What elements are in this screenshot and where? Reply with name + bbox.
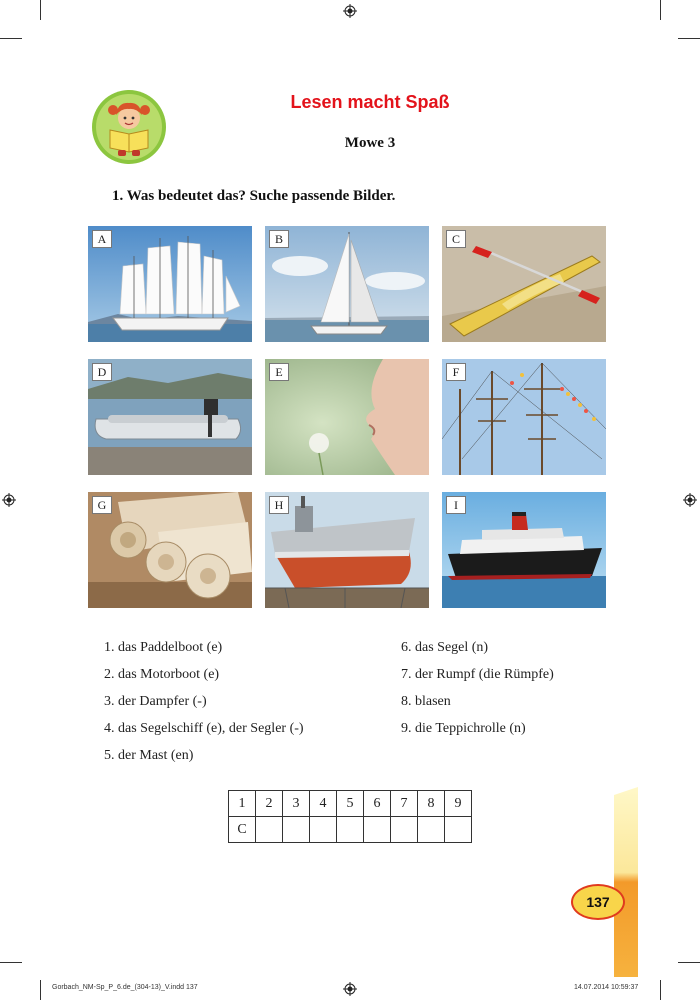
photo-letter: E bbox=[269, 363, 289, 381]
number-cell: 5 bbox=[337, 791, 364, 817]
registration-mark-icon bbox=[343, 982, 357, 996]
answer-table bbox=[228, 790, 472, 843]
answer-cell[interactable] bbox=[391, 817, 418, 843]
photo-letter: D bbox=[92, 363, 112, 381]
crop-mark bbox=[40, 980, 41, 1000]
number-cell: 2 bbox=[256, 791, 283, 817]
photo-letter: I bbox=[446, 496, 466, 514]
ship-hull-photo bbox=[265, 492, 429, 608]
answer-cell[interactable]: C bbox=[229, 817, 256, 843]
vocab-item: 1. das Paddelboot (e) bbox=[104, 640, 223, 655]
vocab-item: 7. der Rumpf (die Rümpfe) bbox=[401, 667, 554, 682]
number-cell: 1 bbox=[229, 791, 256, 817]
number-cell: 8 bbox=[418, 791, 445, 817]
crop-mark bbox=[40, 0, 41, 20]
vocab-item: 3. der Dampfer (-) bbox=[104, 694, 207, 709]
task-instruction: 1. Was bedeutet das? Suche passende Bilder. bbox=[112, 188, 396, 204]
crop-mark bbox=[678, 38, 700, 39]
vocabulary-list-left bbox=[104, 638, 304, 773]
ship-masts-photo bbox=[442, 359, 606, 475]
crop-mark bbox=[660, 980, 661, 1000]
motor-boat-photo bbox=[88, 359, 252, 475]
ocean-liner-photo bbox=[442, 492, 606, 608]
page-subtitle: Mowe 3 bbox=[344, 135, 396, 151]
page-number-badge: 137 bbox=[571, 884, 625, 920]
answer-cell[interactable] bbox=[364, 817, 391, 843]
number-cell: 6 bbox=[364, 791, 391, 817]
answer-cell[interactable] bbox=[418, 817, 445, 843]
vocab-item: 6. das Segel (n) bbox=[401, 640, 489, 655]
photo-letter: A bbox=[92, 230, 112, 248]
photo-letter: C bbox=[446, 230, 466, 248]
crop-mark bbox=[0, 962, 22, 963]
registration-mark-icon bbox=[683, 493, 697, 507]
vocab-item: 9. die Teppichrolle (n) bbox=[401, 721, 526, 736]
crop-mark bbox=[678, 962, 700, 963]
answer-cell[interactable] bbox=[445, 817, 472, 843]
footer-timestamp: 14.07.2014 10:59:37 bbox=[574, 984, 639, 991]
page-side-bar bbox=[614, 787, 638, 977]
kayak-photo bbox=[442, 226, 606, 342]
vocab-item: 2. das Motorboot (e) bbox=[104, 667, 220, 682]
answer-cell[interactable] bbox=[310, 817, 337, 843]
vocab-item: 5. der Mast (en) bbox=[104, 748, 194, 763]
crop-mark bbox=[0, 38, 22, 39]
registration-mark-icon bbox=[2, 493, 16, 507]
number-cell: 3 bbox=[283, 791, 310, 817]
number-cell: 9 bbox=[445, 791, 472, 817]
crop-mark bbox=[660, 0, 661, 20]
photo-letter: H bbox=[269, 496, 289, 514]
sailing-ship-photo bbox=[88, 226, 252, 342]
photo-letter: B bbox=[269, 230, 289, 248]
answer-cell[interactable] bbox=[283, 817, 310, 843]
answer-cell[interactable] bbox=[337, 817, 364, 843]
answer-cell[interactable] bbox=[256, 817, 283, 843]
answer-table-header-row bbox=[229, 791, 472, 817]
blowing-dandelion-photo bbox=[265, 359, 429, 475]
photo-letter: F bbox=[446, 363, 466, 381]
number-cell: 7 bbox=[391, 791, 418, 817]
registration-mark-icon bbox=[343, 4, 357, 18]
sailboat-photo bbox=[265, 226, 429, 342]
vocabulary-list-right bbox=[401, 638, 554, 746]
photo-letter: G bbox=[92, 496, 112, 514]
vocab-item: 4. das Segelschiff (e), der Segler (-) bbox=[104, 721, 304, 736]
footer-file-info: Gorbach_NM-Sp_P_6.de_(304-13)_V.indd 137 bbox=[52, 984, 198, 991]
answer-table-answer-row bbox=[229, 817, 472, 843]
page-title: Lesen macht Spaß bbox=[290, 92, 450, 112]
number-cell: 4 bbox=[310, 791, 337, 817]
vocab-item: 8. blasen bbox=[401, 694, 451, 709]
carpet-rolls-photo bbox=[88, 492, 252, 608]
